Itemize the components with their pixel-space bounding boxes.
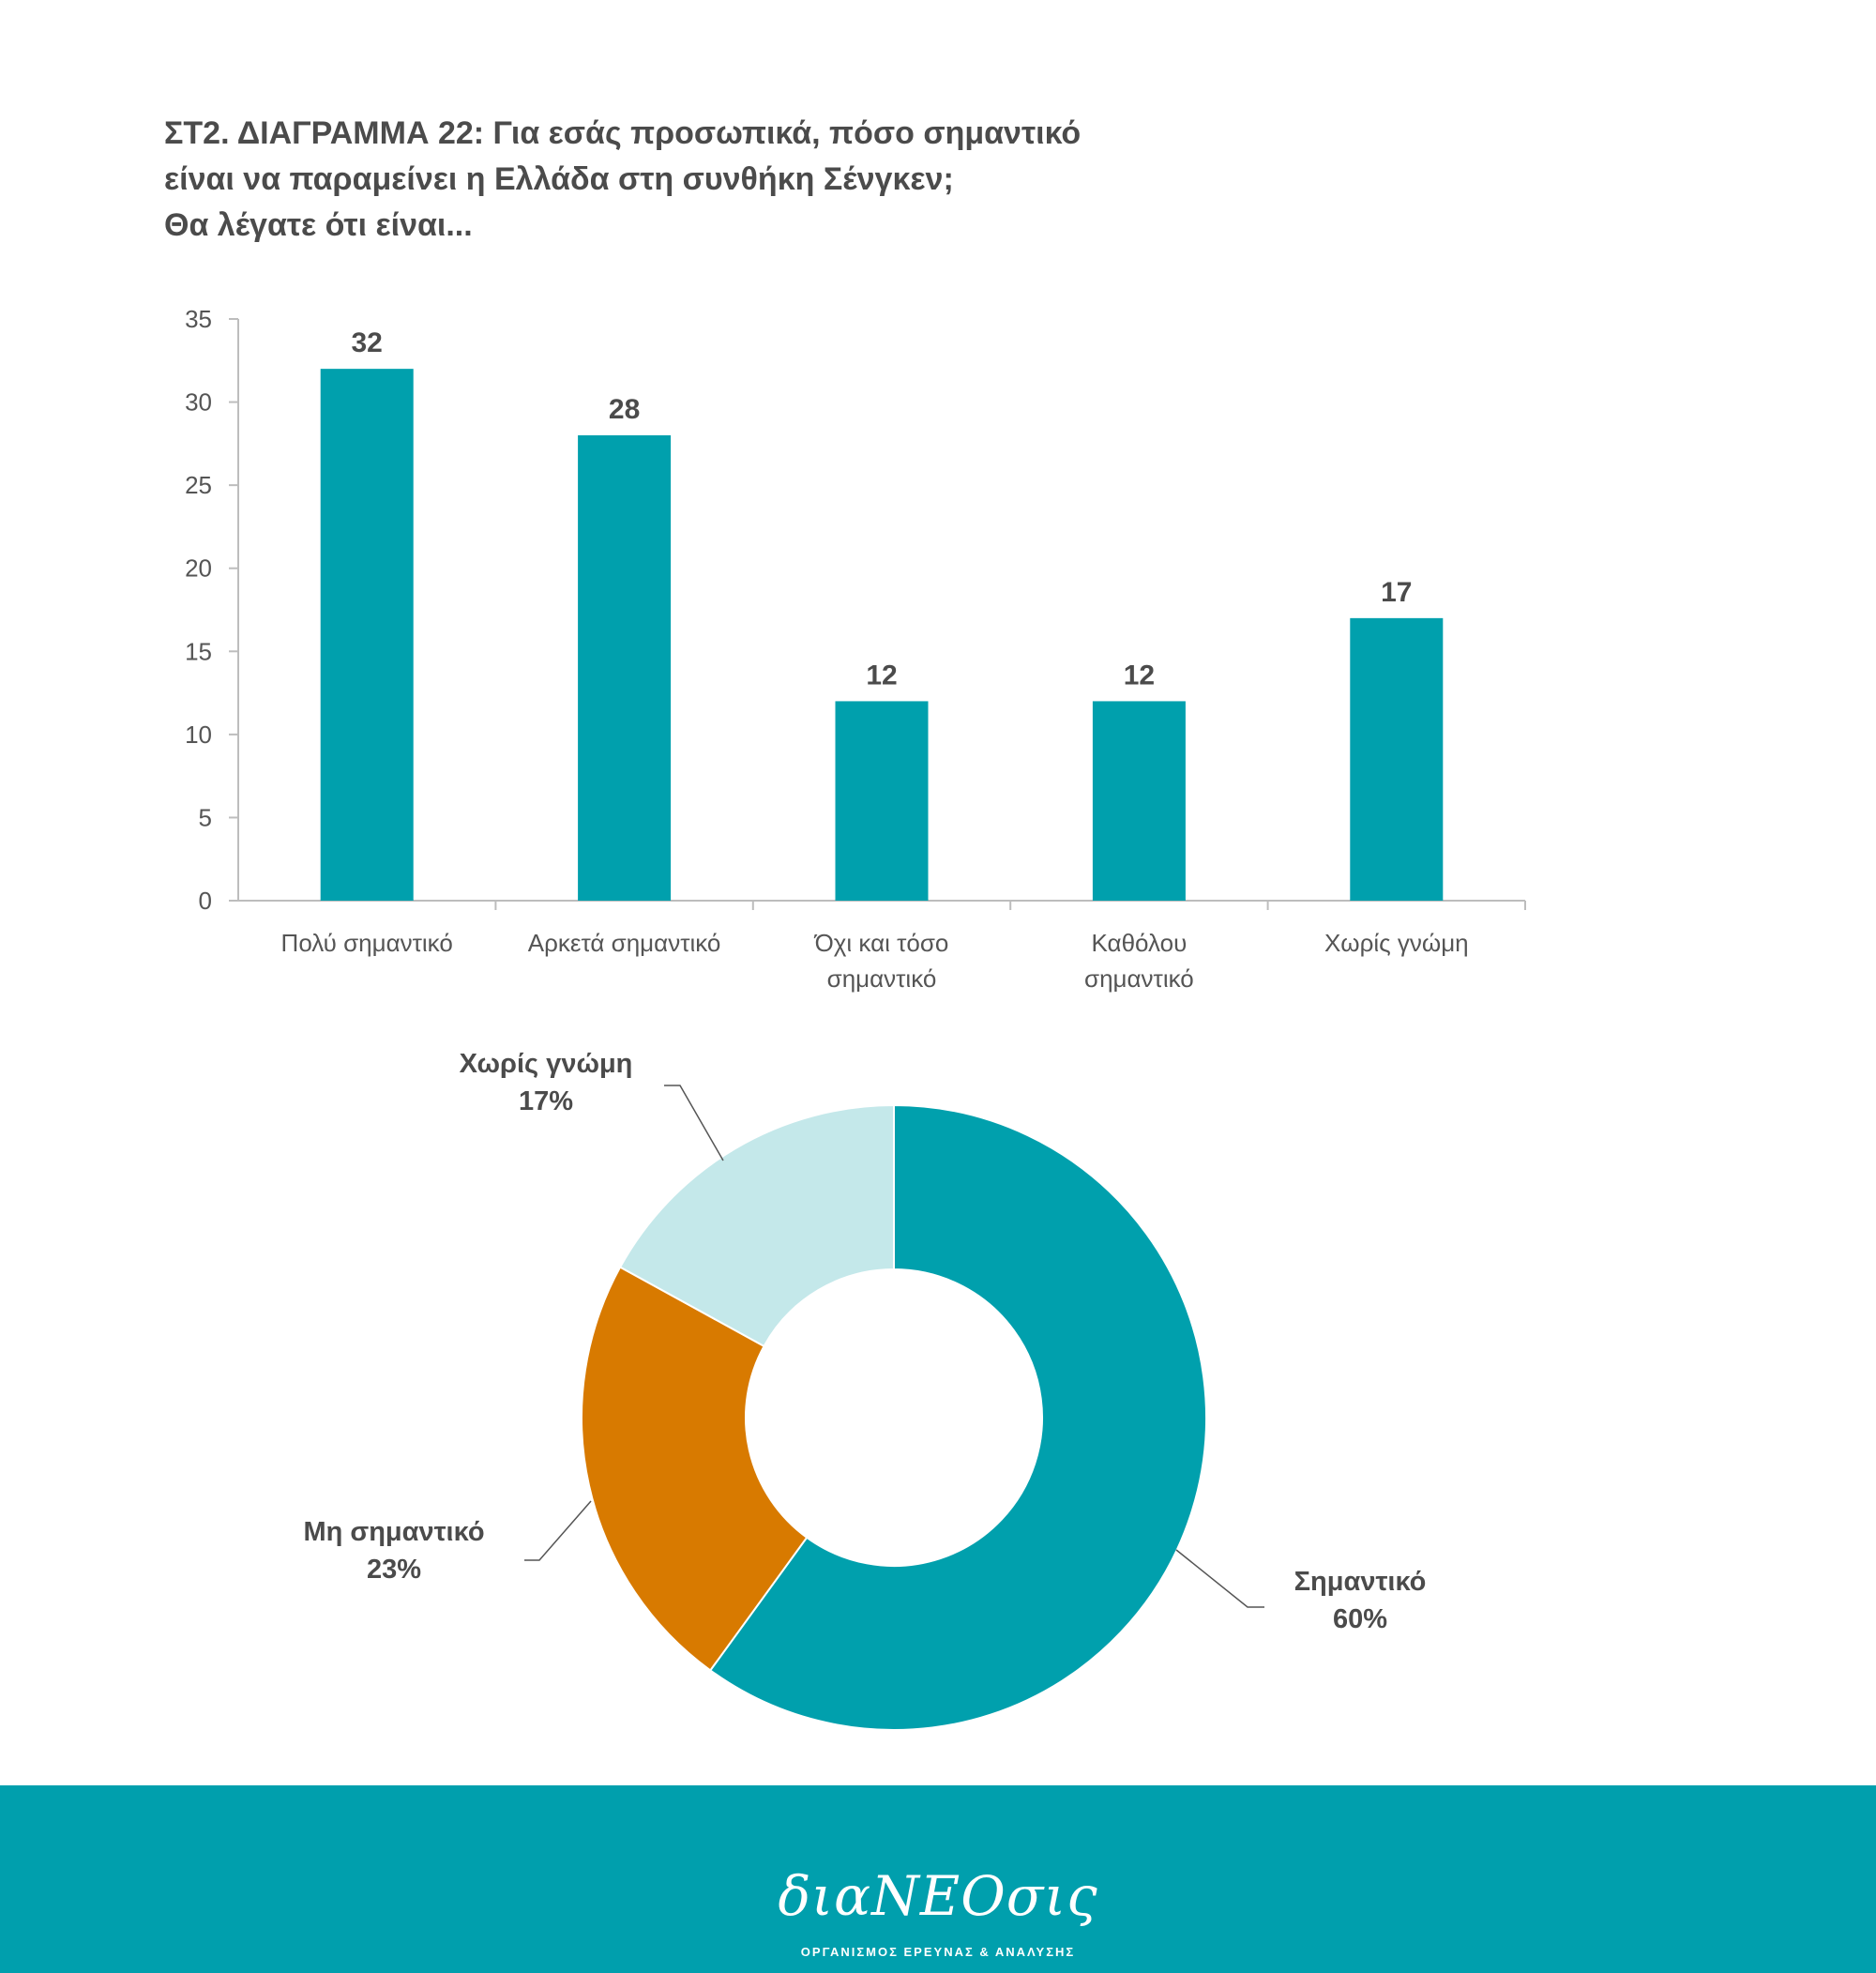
category-label: Καθόλου xyxy=(1091,929,1188,957)
chart-title-line: είναι να παραμείνει η Ελλάδα στη συνθήκη Σένγκεν; xyxy=(164,161,954,197)
category-label: Πολύ σημαντικό xyxy=(280,929,453,957)
bar-value-label: 28 xyxy=(608,394,641,425)
slice-value-label: 23% xyxy=(366,1555,422,1585)
y-tick-label: 0 xyxy=(198,887,212,915)
slice-label: Μη σημαντικό xyxy=(303,1517,485,1547)
slice-label: Σημαντικό xyxy=(1294,1567,1427,1597)
slice-value-label: 60% xyxy=(1332,1604,1388,1634)
y-tick-label: 35 xyxy=(185,305,212,333)
leader-line xyxy=(664,1085,723,1161)
slice-value-label: 17% xyxy=(518,1086,574,1116)
leader-line xyxy=(1176,1550,1264,1607)
logo-text: διαΝΕΟσις xyxy=(778,1864,1098,1928)
bar-value-label: 12 xyxy=(1123,660,1156,691)
category-label: Όχι και τόσο xyxy=(814,929,949,957)
y-tick-label: 5 xyxy=(198,803,212,832)
y-tick-label: 25 xyxy=(185,471,212,500)
category-label: Αρκετά σημαντικό xyxy=(527,929,721,957)
category-label: σημαντικό xyxy=(826,964,937,993)
category-label: σημαντικό xyxy=(1084,964,1194,993)
bar-value-label: 17 xyxy=(1381,576,1413,608)
y-tick-label: 15 xyxy=(185,637,212,666)
y-tick-label: 10 xyxy=(185,720,212,749)
logo-subtitle: ΟΡΓΑΝΙΣΜΟΣ ΕΡΕΥΝΑΣ & ΑΝΑΛΥΣΗΣ xyxy=(800,1945,1076,1959)
dianeosis-logo xyxy=(0,1864,1876,1928)
chart-title-line: Θα λέγατε ότι είναι... xyxy=(164,207,473,243)
bar-value-label: 32 xyxy=(351,327,383,359)
slice-label: Χωρίς γνώμη xyxy=(459,1049,633,1079)
y-tick-label: 20 xyxy=(185,554,212,583)
bar-value-label: 12 xyxy=(866,660,898,691)
y-tick-label: 30 xyxy=(185,387,212,417)
leader-line xyxy=(524,1501,591,1560)
category-label: Χωρίς γνώμη xyxy=(1324,929,1469,957)
chart-title-line: ΣΤ2. ΔΙΑΓΡΑΜΜΑ 22: Για εσάς προσωπικά, πόσο σημαντικό xyxy=(164,115,1082,151)
